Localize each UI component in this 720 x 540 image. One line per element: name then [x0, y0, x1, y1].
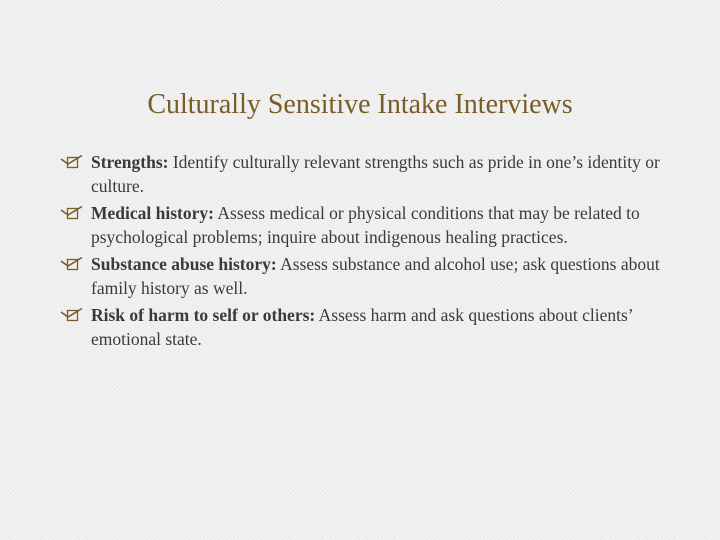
bullet-item-substance-abuse-history	[60, 252, 660, 300]
bullet-item-medical-history	[60, 201, 660, 249]
bullet-item-risk-of-harm	[60, 303, 660, 351]
checked-box-icon	[60, 155, 84, 169]
bullet-item-strengths	[60, 150, 660, 198]
bullet-term: Substance abuse history:	[91, 254, 277, 274]
slide-title: Culturally Sensitive Intake Interviews	[147, 88, 573, 120]
bullet-text: Assess substance and alcohol use; ask questions about family history as well.	[91, 254, 660, 298]
checked-box-icon	[60, 206, 84, 220]
bullet-text: Assess medical or physical conditions that may be related to psychological problems; inquire about indigenous healing practices.	[91, 203, 640, 247]
bullet-term: Risk of harm to self or others:	[91, 305, 316, 325]
checked-box-icon	[60, 257, 84, 271]
bullet-term: Medical history:	[91, 203, 214, 223]
bullet-term: Strengths:	[91, 152, 169, 172]
checked-box-icon	[60, 308, 84, 322]
bullet-text: Assess harm and ask questions about clients’ emotional state.	[91, 305, 633, 349]
bullet-text: Identify culturally relevant strengths such as pride in one’s identity or culture.	[91, 152, 660, 196]
bullet-list	[60, 150, 660, 354]
